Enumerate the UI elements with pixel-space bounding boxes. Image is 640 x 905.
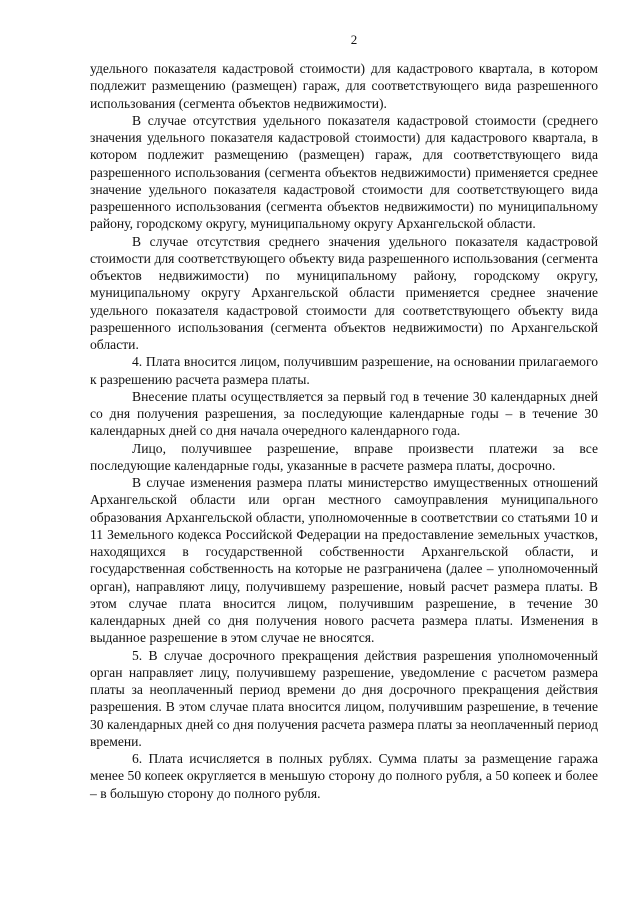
paragraph: В случае отсутствия среднего значения удельного показателя кадастровой стоимости для соответствующего объекту вида разрешенного использования (сегмента объектов недвижимости) по муниципальному району, городскому округу, муниципальному округу Архангельской области применяется среднее значение удельного показателя кадастровой стоимости для соответствующего объекту вида разрешенного использования (сегмента объектов недвижимости) по Архангельской области. (90, 233, 598, 352)
paragraph: В случае изменения размера платы министерство имущественных отношений Архангельской области или орган местного самоуправления муниципального образования Архангельской области, уполномоченные в соответствии со статьями 10 и 11 Земельного кодекса Российской Федерации на предоставление земельных участков, находящихся в государственной собственности Архангельской области, и государственная собственность на которые не разграничена (далее – уполномоченный орган), направляют лицу, получившему разрешение, новый расчет размера платы. В этом случае плата вносится лицом, получившим разрешение, в течение 30 календарных дней со дня получения нового расчета размера платы. Изменения в выданное разрешение в этом случае не вносятся. (90, 475, 598, 646)
paragraph-item-5: 5. В случае досрочного прекращения действия разрешения уполномоченный орган направляет лицу, получившему разрешение, уведомление с расчетом размера платы за неоплаченный период времени до дня досрочного прекращения действия разрешения. В этом случае плата вносится лицом, получившим разрешение, в течение 30 календарных дней со дня получения расчета размера платы за неоплаченный период времени. (90, 647, 598, 749)
page-number: 2 (350, 32, 358, 47)
paragraph: В случае отсутствия удельного показателя кадастровой стоимости (среднего значения удельного показателя кадастровой стоимости) для кадастрового квартала, в котором подлежит размещению (размещен) гараж, для соответствующего вида разрешенного использования (сегмента объектов недвижимости) применяется среднее значение удельного показателя кадастровой стоимости для соответствующего вида разрешенного использования (сегмента объектов недвижимости) по муниципальному району, городскому округу, муниципальному округу Архангельской области. (90, 112, 598, 232)
paragraph: Внесение платы осуществляется за первый год в течение 30 календарных дней со дня получения разрешения, за последующие календарные годы – в течение 30 календарных дней со дня начала очередного календарного года. (90, 388, 598, 439)
paragraph: Лицо, получившее разрешение, вправе произвести платежи за все последующие календарные годы, указанные в расчете размера платы, досрочно. (90, 440, 598, 473)
paragraph: удельного показателя кадастровой стоимости) для кадастрового квартала, в котором подлежит размещению (размещен) гараж, для соответствующего вида разрешенного использования (сегмента объектов недвижимости). (90, 61, 598, 111)
paragraph-item-4: 4. Плата вносится лицом, получившим разрешение, на основании прилагаемого к разрешению расчета размера платы. (90, 354, 598, 387)
paragraph-item-6: 6. Плата исчисляется в полных рублях. Сумма платы за размещение гаража менее 50 копеек округляется в меньшую сторону до полного рубля, а 50 копеек и более – в большую сторону до полного рубля. (90, 751, 598, 801)
